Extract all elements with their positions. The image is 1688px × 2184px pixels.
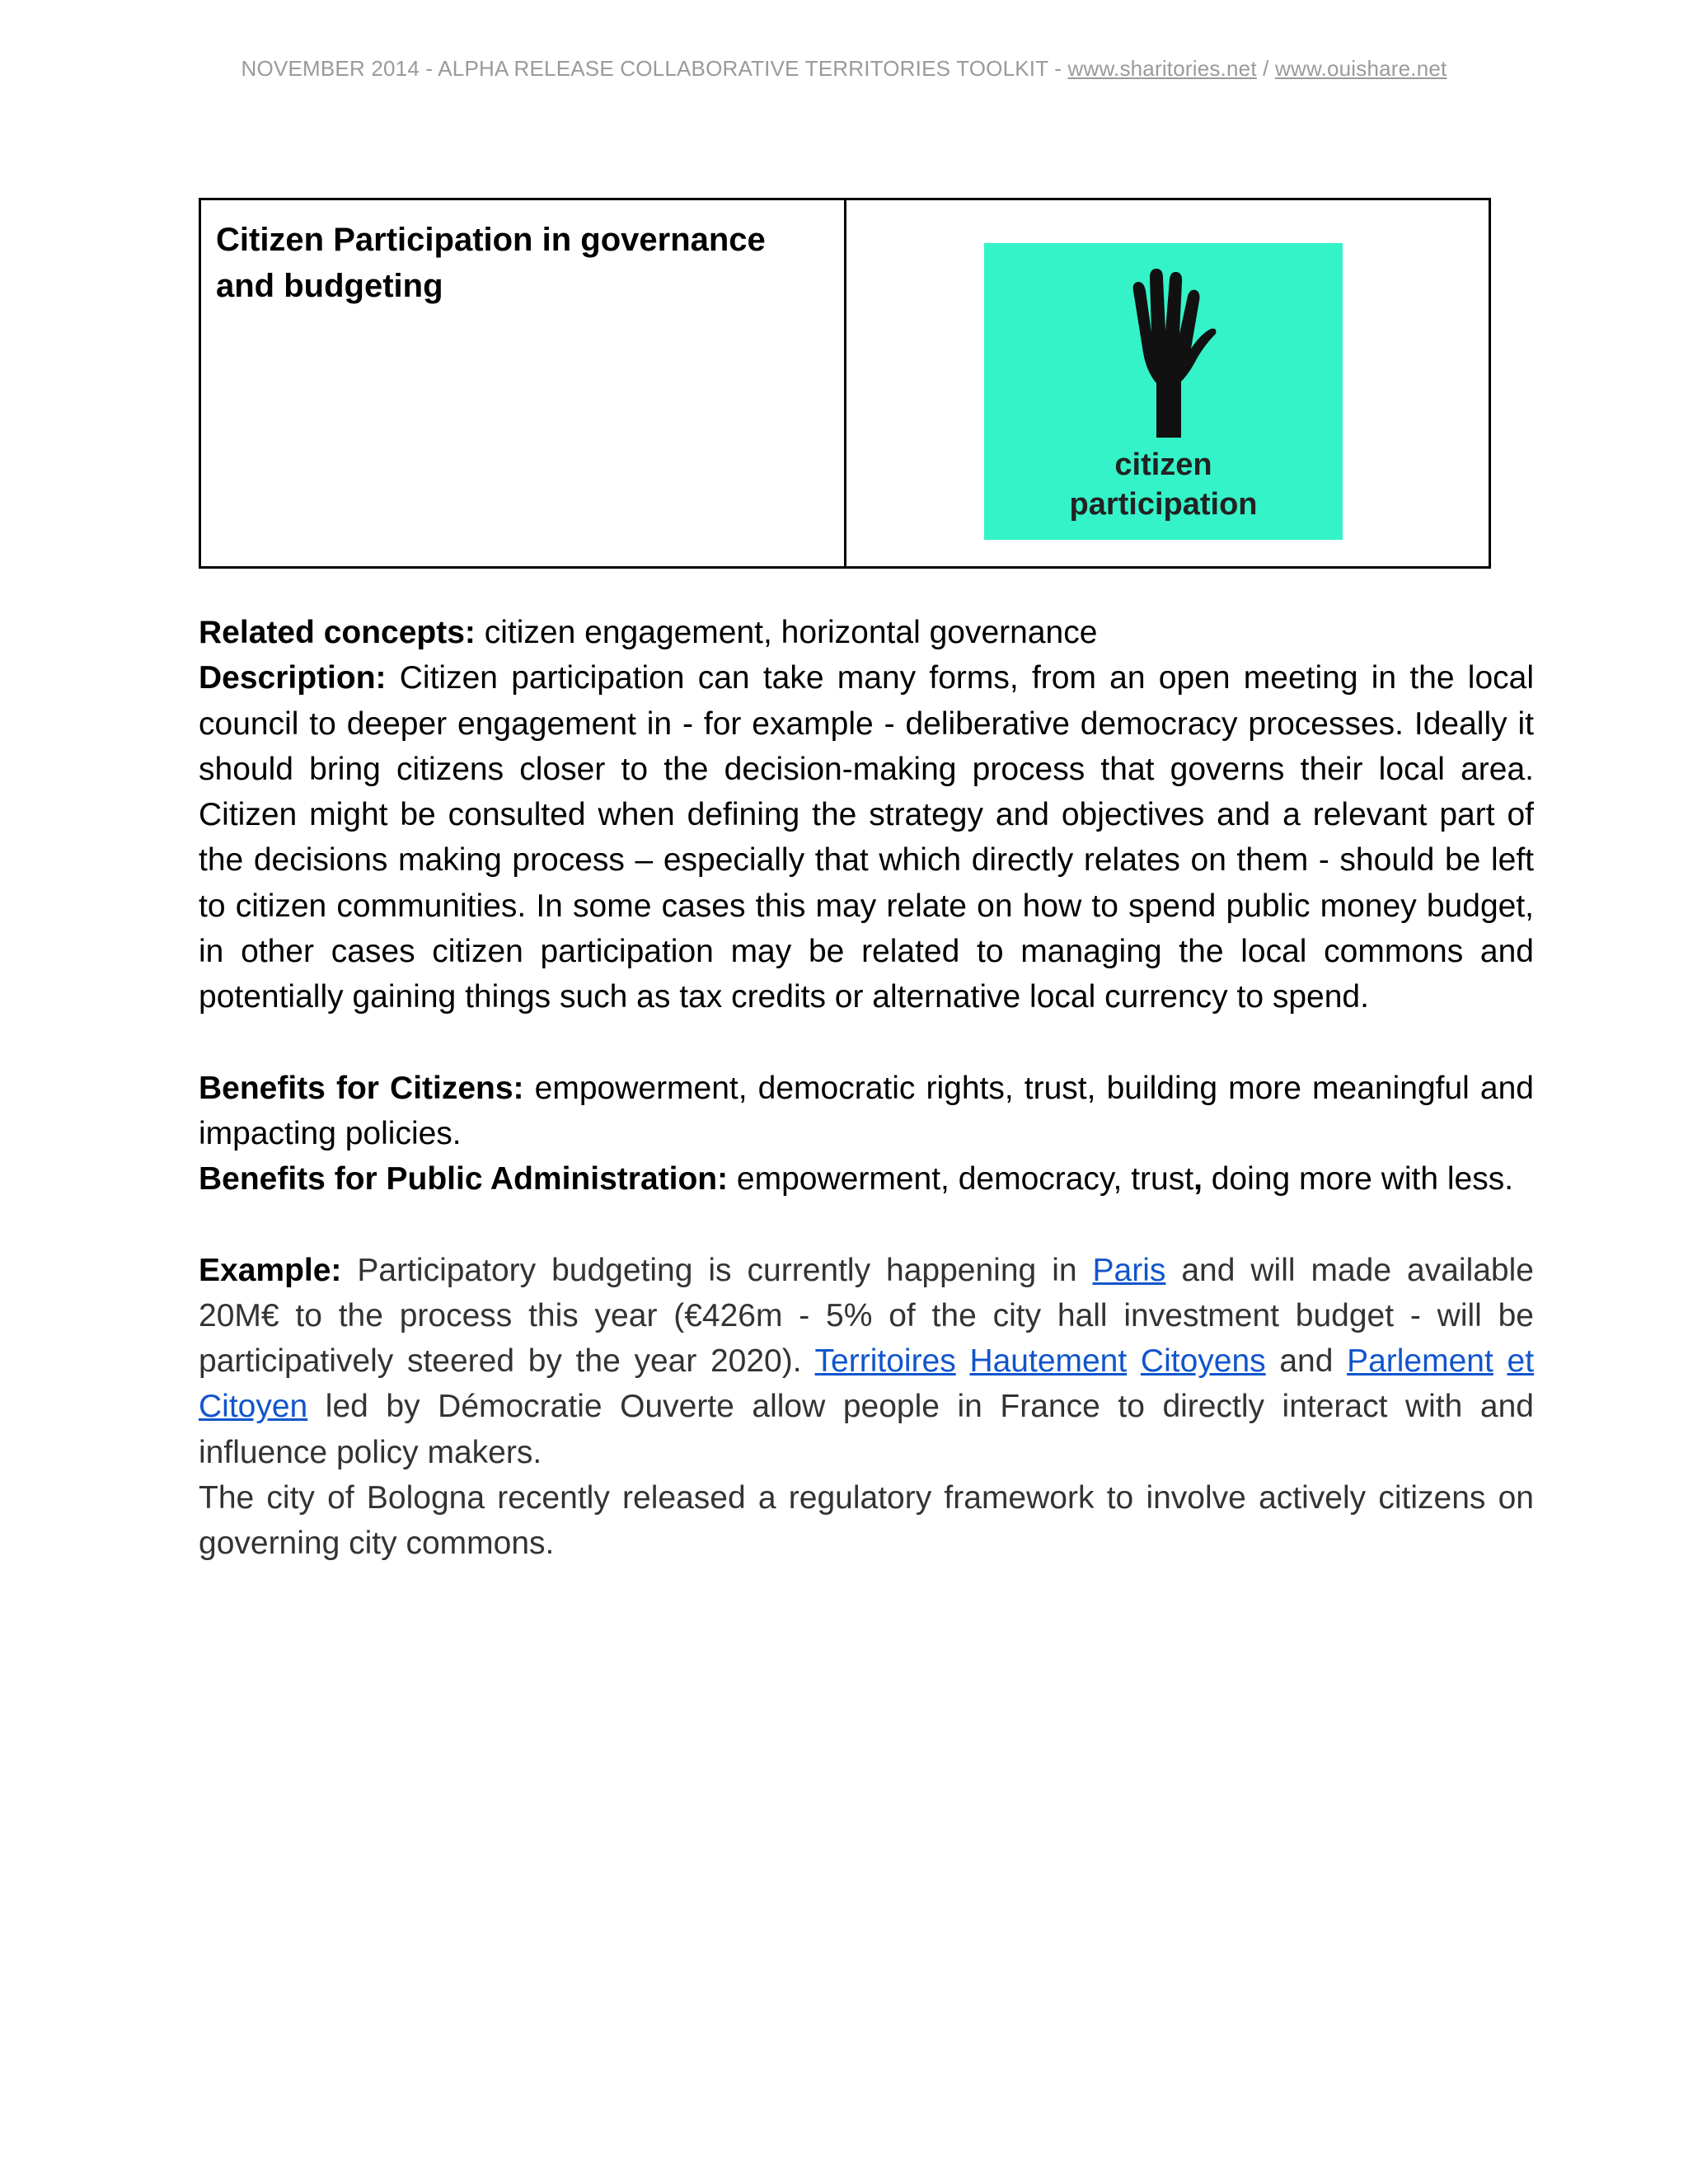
related-concepts xyxy=(199,610,1534,655)
image-caption xyxy=(984,445,1343,524)
et-link[interactable]: et xyxy=(1507,1343,1535,1380)
parlement-link[interactable]: Parlement xyxy=(1347,1343,1493,1380)
header-text: NOVEMBER 2014 - ALPHA RELEASE COLLABORATIVE TERRITORIES TOOLKIT - xyxy=(241,56,1068,81)
description xyxy=(199,655,1534,1019)
citizen-participation-image xyxy=(984,243,1343,540)
benefits-admin-text: empowerment, democracy, trust xyxy=(728,1161,1194,1197)
benefits-admin-text-end: doing more with less. xyxy=(1202,1161,1514,1197)
example-text: Participatory budgeting is currently happening in xyxy=(341,1252,1093,1288)
concept-title: Citizen Participation in governance and budgeting xyxy=(216,222,766,304)
raised-hand-icon xyxy=(1118,266,1217,439)
ouishare-link[interactable]: www.ouishare.net xyxy=(1275,56,1447,81)
description-label: Description: xyxy=(199,660,387,696)
bologna-paragraph: The city of Bologna recently released a regulatory framework to involve actively citizens on governing city commons. xyxy=(199,1480,1534,1562)
image-caption-line1: citizen xyxy=(1114,448,1212,482)
benefits-citizens-text: empowerment, democratic rights, trust, building more meaningful and impacting policies. xyxy=(199,1070,1535,1151)
spacer xyxy=(199,1020,1534,1066)
header-separator: / xyxy=(1256,56,1276,81)
page-header xyxy=(0,56,1688,82)
hautement-link[interactable]: Hautement xyxy=(969,1343,1128,1380)
concept-title-cell xyxy=(201,200,846,566)
example-and: and xyxy=(1265,1343,1348,1380)
example-text-2: and will made available 20M€ to the process this year (€426m - 5% of the city hall investment budget - will be participatively steered by the year 2020). xyxy=(199,1252,1534,1380)
paris-link[interactable]: Paris xyxy=(1092,1252,1166,1288)
body-text xyxy=(199,610,1534,1567)
sharitories-link[interactable]: www.sharitories.net xyxy=(1067,56,1257,81)
spacer xyxy=(199,1202,1534,1248)
image-caption-line2: participation xyxy=(1069,487,1258,522)
benefits-admin-comma: , xyxy=(1193,1161,1203,1197)
benefits-admin xyxy=(199,1156,1534,1202)
citoyen-link[interactable]: Citoyen xyxy=(199,1389,308,1425)
related-concepts-label: Related concepts: xyxy=(199,615,476,650)
benefits-citizens-label: Benefits for Citizens: xyxy=(199,1070,524,1106)
concept-table xyxy=(199,198,1491,569)
benefits-admin-label: Benefits for Public Administration: xyxy=(199,1161,729,1197)
territoires-link[interactable]: Territoires xyxy=(814,1343,956,1380)
concept-image-cell xyxy=(846,200,1489,566)
example xyxy=(199,1248,1534,1475)
example-label: Example: xyxy=(199,1252,342,1288)
example-text-3: led by Démocratie Ouverte allow people in France to directly interact with and influence policy makers. xyxy=(199,1389,1534,1470)
description-text: Citizen participation can take many forms, from an open meeting in the local council to deeper engagement in - for example - deliberative democracy processes. Ideally it should bring citizens closer to the decision-making process that governs their local area. Citizen might be consulted when defining the strategy and objectives and a relevant part of the decisions making process – especially that which directly relates on them - should be left to citizen communities. In some cases this may relate on how to spend public money budget, in other cases citizen participation may be related to managing the local commons and potentially gaining things such as tax credits or alternative local currency to spend. xyxy=(199,660,1534,1015)
citoyens-link[interactable]: Citoyens xyxy=(1140,1343,1266,1380)
related-concepts-text: citizen engagement, horizontal governance xyxy=(475,615,1098,650)
benefits-citizens xyxy=(199,1066,1534,1157)
